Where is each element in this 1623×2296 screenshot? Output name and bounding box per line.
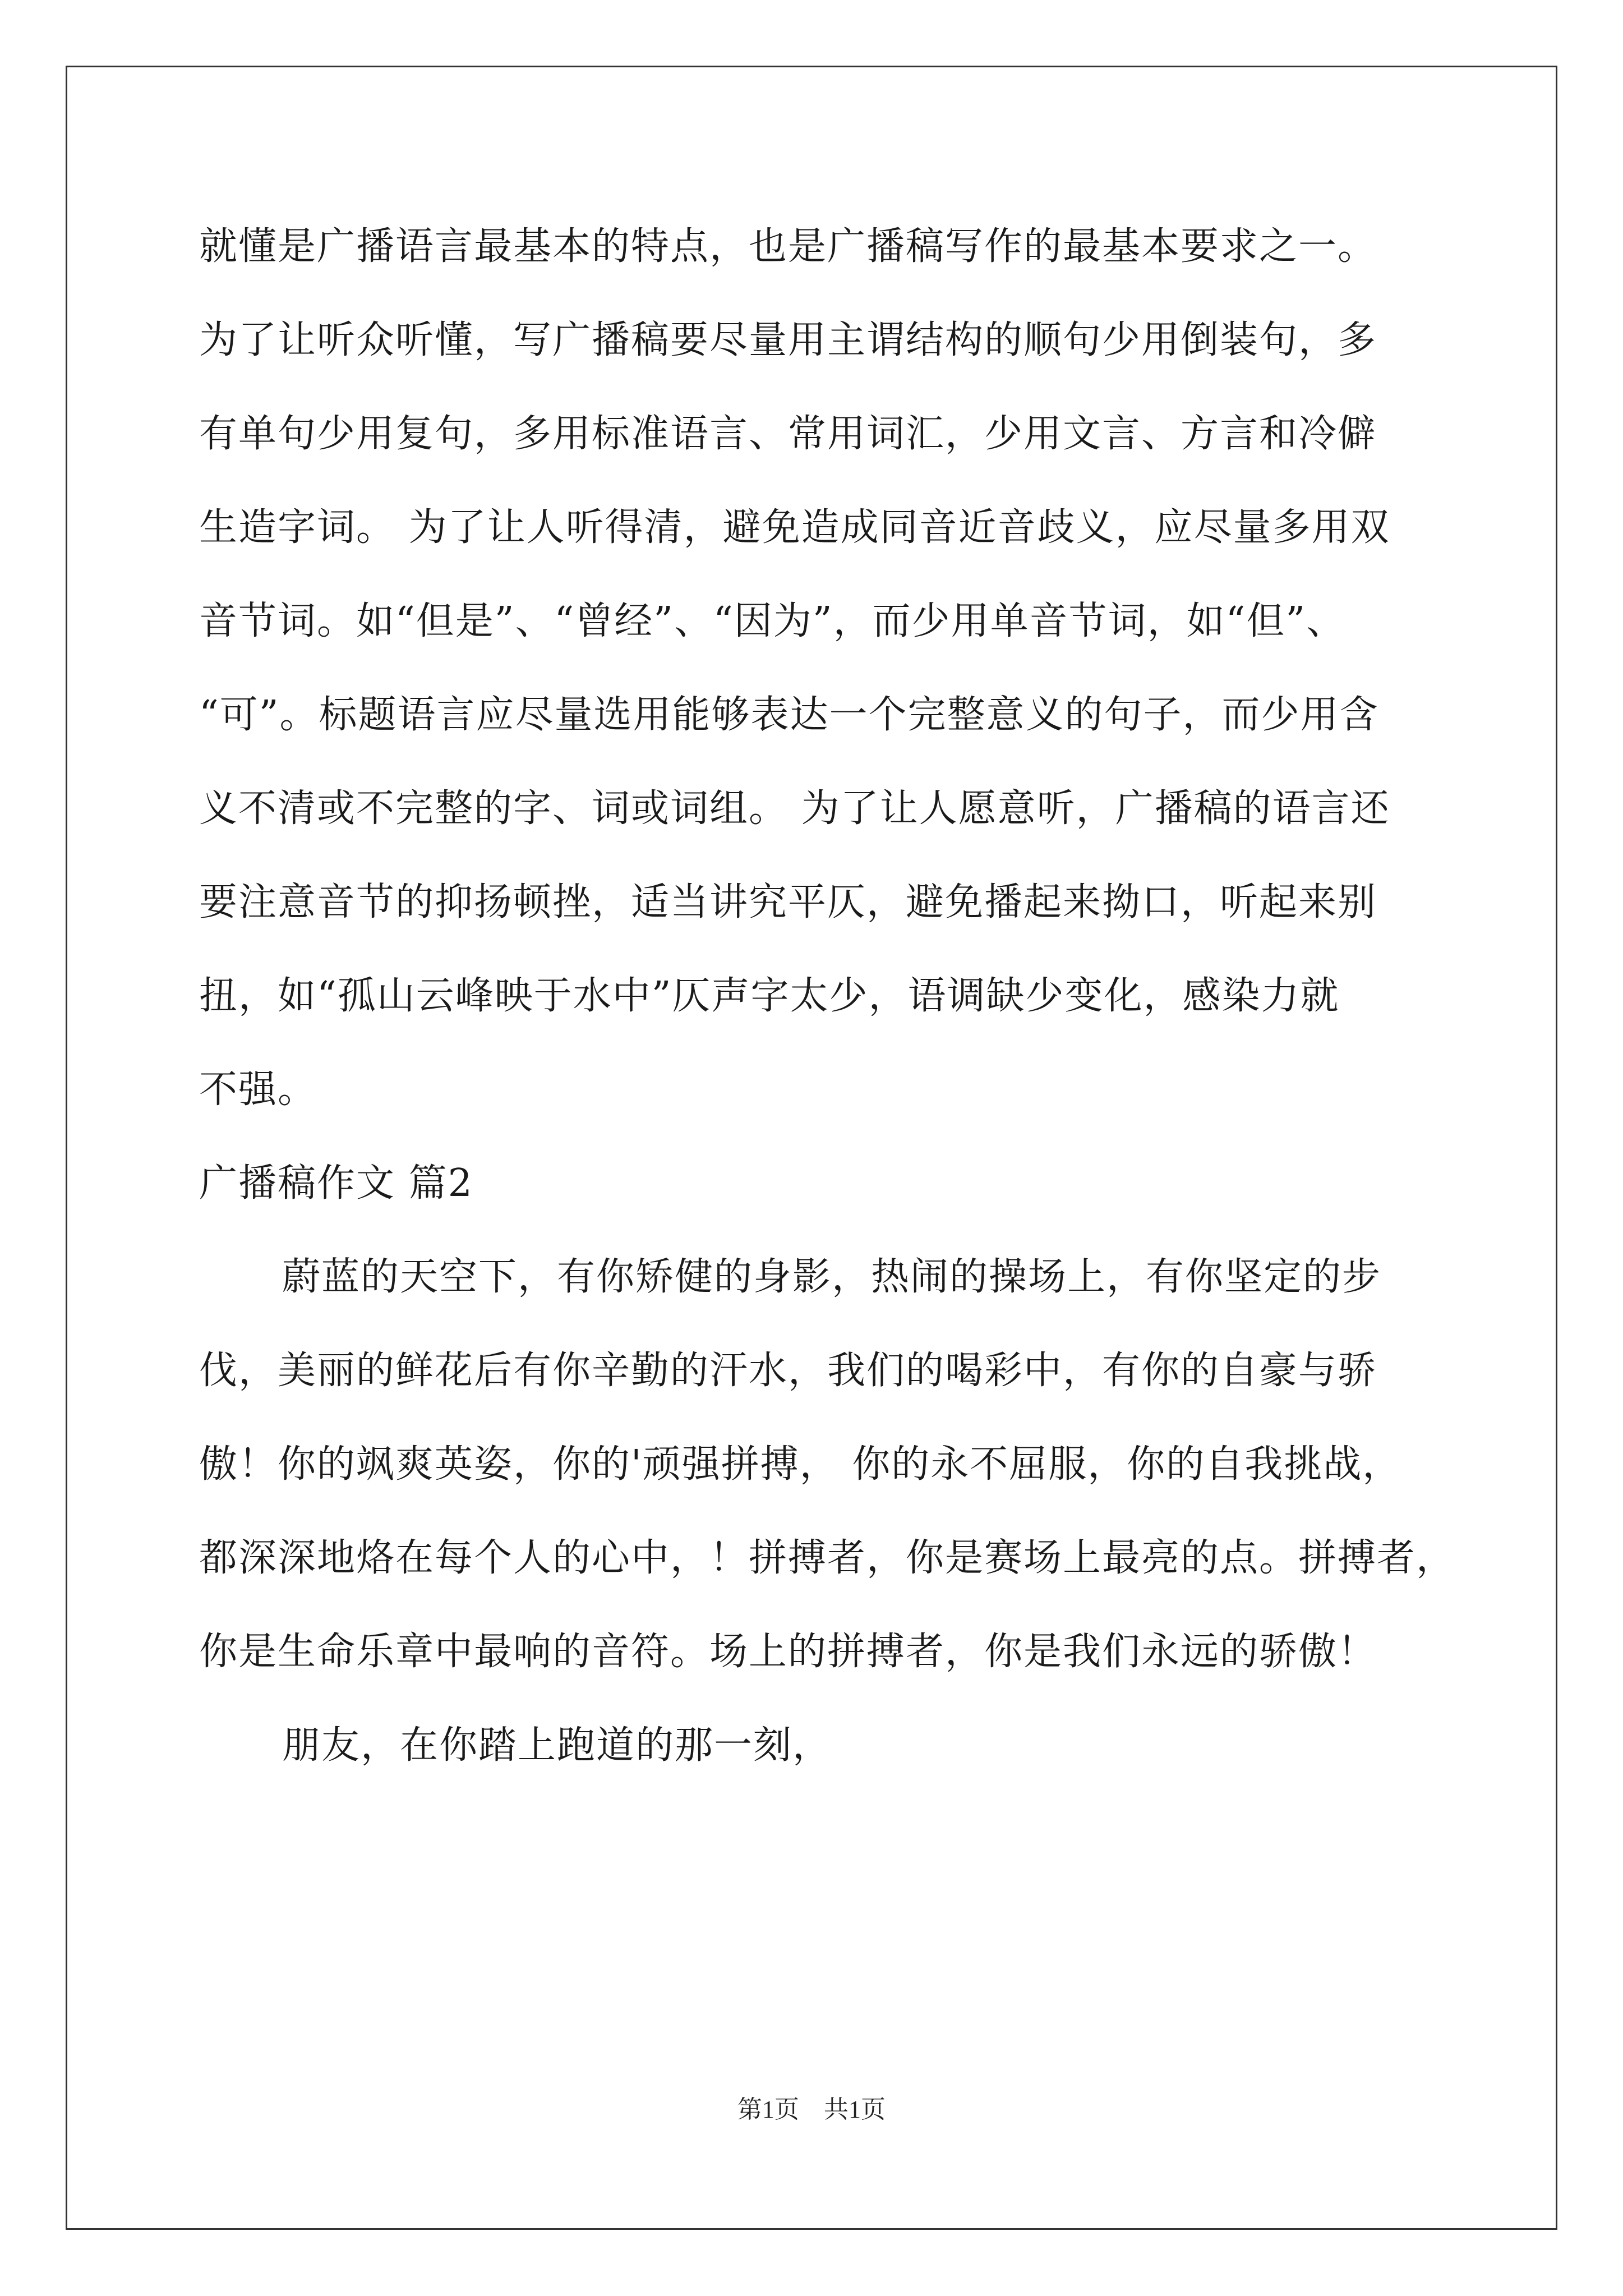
text-line: “可”。标题语言应尽量选用能够表达一个完整意义的句子，而少用含	[199, 693, 1379, 737]
page-number-footer: 第1页 共1页	[737, 2096, 886, 2123]
text-line: 有单句少用复句，多用标准语言、常用词汇，少用文言、方言和冷僻	[199, 412, 1377, 456]
text-line: 义不清或不完整的字、词或词组。 为了让人愿意听，广播稿的语言还	[199, 786, 1390, 831]
text-line: 就懂是广播语言最基本的特点，也是广播稿写作的最基本要求之一。	[199, 224, 1377, 269]
page-border	[66, 66, 1557, 2230]
text-line: 你是生命乐章中最响的音符。场上的拼搏者，你是我们永远的骄傲！	[199, 1630, 1377, 1674]
text-line: 生造字词。 为了让人听得清，避免造成同音近音歧义，应尽量多用双	[199, 505, 1390, 550]
section-heading: 广播稿作文 篇2	[199, 1161, 473, 1205]
text-line: 都深深地烙在每个人的心中，！拼搏者，你是赛场上最亮的点。拼搏者，	[199, 1536, 1456, 1580]
text-line: 傲！你的飒爽英姿，你的'顽强拼搏， 你的永不屈服，你的自我挑战，	[199, 1442, 1402, 1487]
text-line: 伐，美丽的鲜花后有你辛勤的汗水，我们的喝彩中，有你的自豪与骄	[199, 1349, 1377, 1393]
text-line: 朋友，在你踏上跑道的那一刻，	[282, 1723, 832, 1768]
text-line: 要注意音节的抑扬顿挫，适当讲究平仄，避免播起来拗口，听起来别	[199, 880, 1377, 924]
text-line: 为了让听众听懂，写广播稿要尽量用主谓结构的顺句少用倒装句，多	[199, 318, 1377, 362]
text-line: 蔚蓝的天空下，有你矫健的身影，热闹的操场上，有你坚定的步	[282, 1255, 1382, 1299]
text-line: 不强。	[199, 1068, 317, 1112]
text-line: 音节词。如“但是”、“曾经”、“因为”，而少用单音节词，如“但”、	[199, 599, 1346, 643]
text-line: 扭，如“孤山云峰映于水中”仄声字太少，语调缺少变化，感染力就	[199, 974, 1340, 1018]
